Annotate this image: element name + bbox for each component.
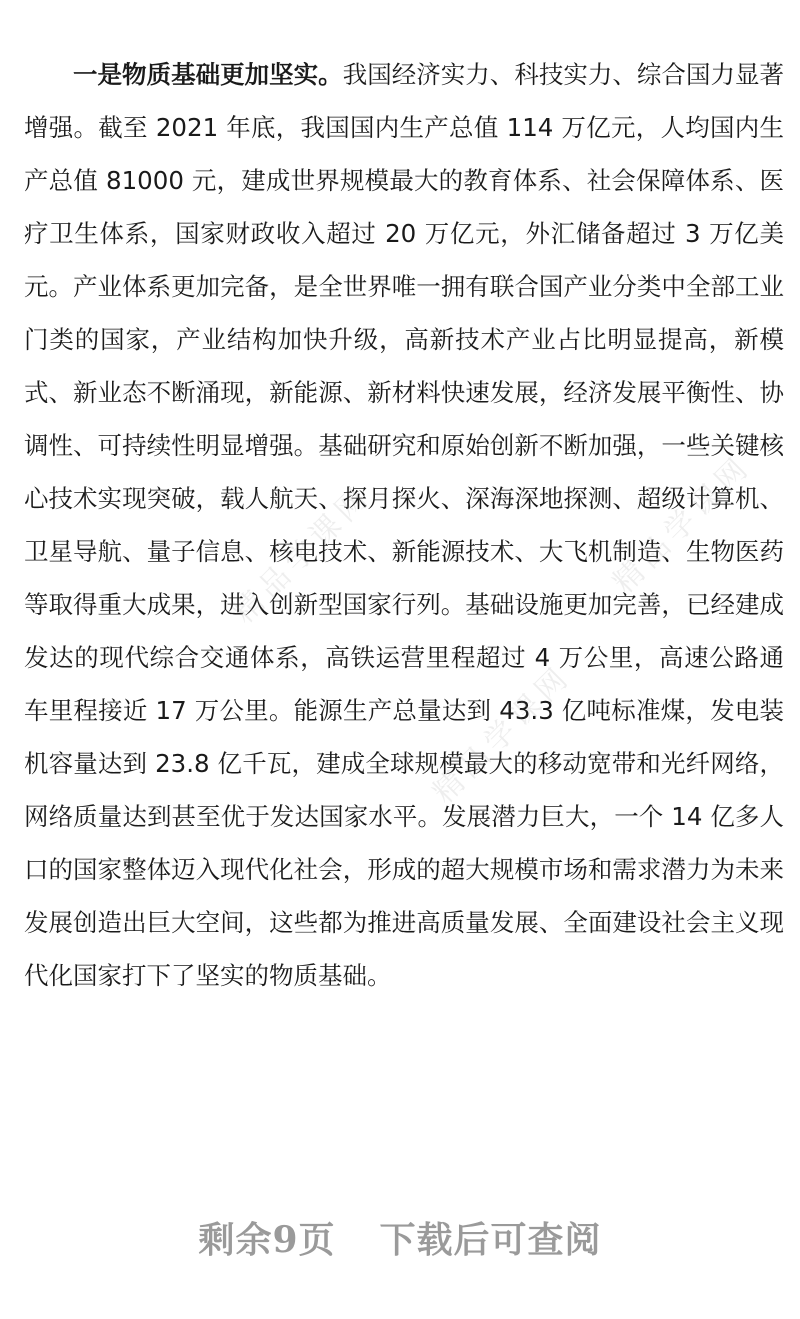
download-prompt-label: 下载后可查阅 [379, 1219, 602, 1261]
remaining-pages-label: 剩余9页 [198, 1219, 336, 1261]
watermark-text: 精品学课网 [606, 448, 759, 601]
watermark-text: 精品学课网 [426, 658, 579, 811]
watermark-text: 精品学课网 [226, 478, 379, 631]
body-paragraph [24, 48, 784, 1002]
download-banner[interactable] [0, 1212, 800, 1263]
paragraph-body-text: 我国经济实力、科技实力、综合国力显著增强。截至 2021 年底，我国国内生产总值 114 万亿元，人均国内生产总值 81000 元，建成世界规模最大的教育体系、社会保障体系、医疗卫生体系，国家财政收入超过 20 万亿元，外汇储备超过 3 万亿美元。产业体系更加完备，是全世界唯一拥有联合国产业分类中全部工业门类的国家，产业结构加快升级，高新技术产业占比明显提高，新模式、新业态不断涌现，新能源、新材料快速发展，经济发展平衡性、协调性、可持续性明显增强。基础研究和原始创新不断加强，一些关键核心技术实现突破，载人航天、探月探火、深海深地探测、超级计算机、卫星导航、量子信息、核电技术、新能源技术、大飞机制造、生物医药等取得重大成果，进入创新型国家行列。基础设施更加完善，已经建成发达的现代综合交通体系，高铁运营里程超过 4 万公里，高速公路通车里程接近 17 万公里。能源生产总量达到 43.3 亿吨标准煤，发电装机容量达到 23.8 亿千瓦，建成全球规模最大的移动宽带和光纤网络，网络质量达到甚至优于发达国家水平。发展潜力巨大，一个 14 亿多人口的国家整体迈入现代化社会，形成的超大规模市场和需求潜力为未来发展创造出巨大空间，这些都为推进高质量发展、全面建设社会主义现代化国家打下了坚实的物质基础。 [24, 60, 785, 990]
paragraph-lead-phrase: 一是物质基础更加坚实。 [73, 60, 343, 89]
